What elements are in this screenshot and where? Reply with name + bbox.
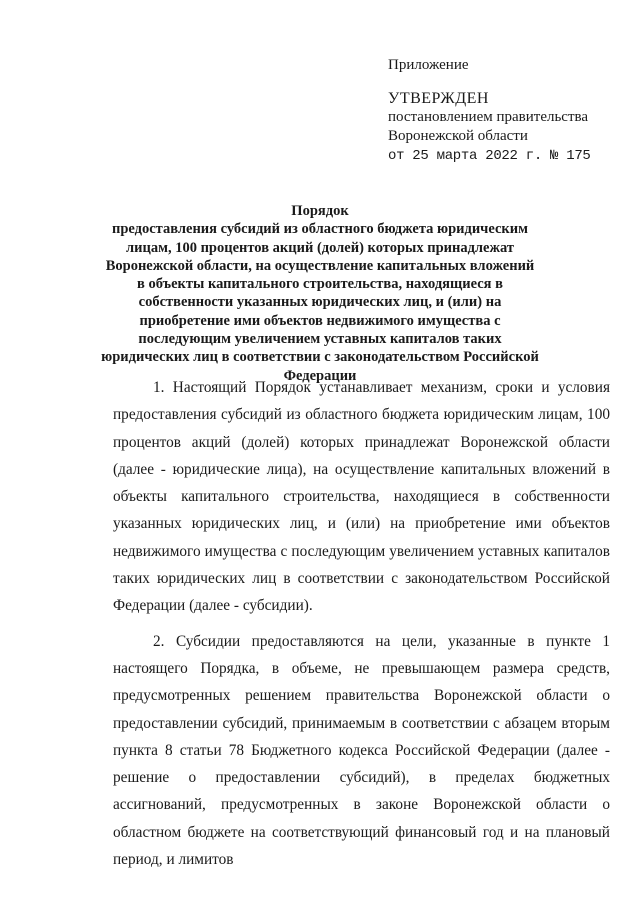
title-heading: Порядок [291,203,349,219]
approval-region-line: Воронежской области [388,128,528,144]
document-title [100,202,540,385]
approved-label: УТВЕРЖДЕН [388,90,489,107]
paragraph-1: 1. Настоящий Порядок устанавливает механизм, сроки и условия предоставления субсидий из областного бюджета юридическим лицам, 100 процентов акций (долей) которых принадлежат Воронежской области (далее - юридические лица), на осуществление капитальных вложений в объекты капитального строительства, находящиеся в собственности указанных юридических лиц, и (или) на приобретение ими объектов недвижимого имущества с последующим увеличением уставных капиталов таких юридических лиц в соответствии с законодательством Российской Федерации (далее - субсидии). [113,379,610,615]
paragraph-2: 2. Субсидии предоставляются на цели, указанные в пункте 1 настоящего Порядка, в объеме, не превышающем размера средств, предусмотренных решением правительства Воронежской области о предоставлении субсидий, принимаемым в соответствии с абзацем вторым пункта 8 статьи 78 Бюджетного кодекса Российской Федерации (далее - решение о предоставлении субсидий), в пределах бюджетных ассигнований, предусмотренных в законе Воронежской области о областном бюджете на соответствующий финансовый год и на плановый период, и лимитов [113,632,610,869]
approval-date-number: от 25 марта 2022 г. № 175 [388,148,591,164]
title-text: предоставления субсидий из областного бюджета юридическим лицам, 100 процентов акций (долей) которых принадлежат Воронежской области, на осуществление капитальных вложений в объекты капитального строительства, находящиеся в собственности указанных юридических лиц, и (или) на приобретение ими объектов недвижимого имущества с последующим увеличением уставных капиталов таких юридических лиц в соответствии с законодательством Российской Федерации [101,221,539,384]
approval-block [388,56,628,166]
appendix-label: Приложение [388,57,469,73]
approval-resolution-line: постановлением правительства [388,109,589,125]
document-body [113,374,610,881]
